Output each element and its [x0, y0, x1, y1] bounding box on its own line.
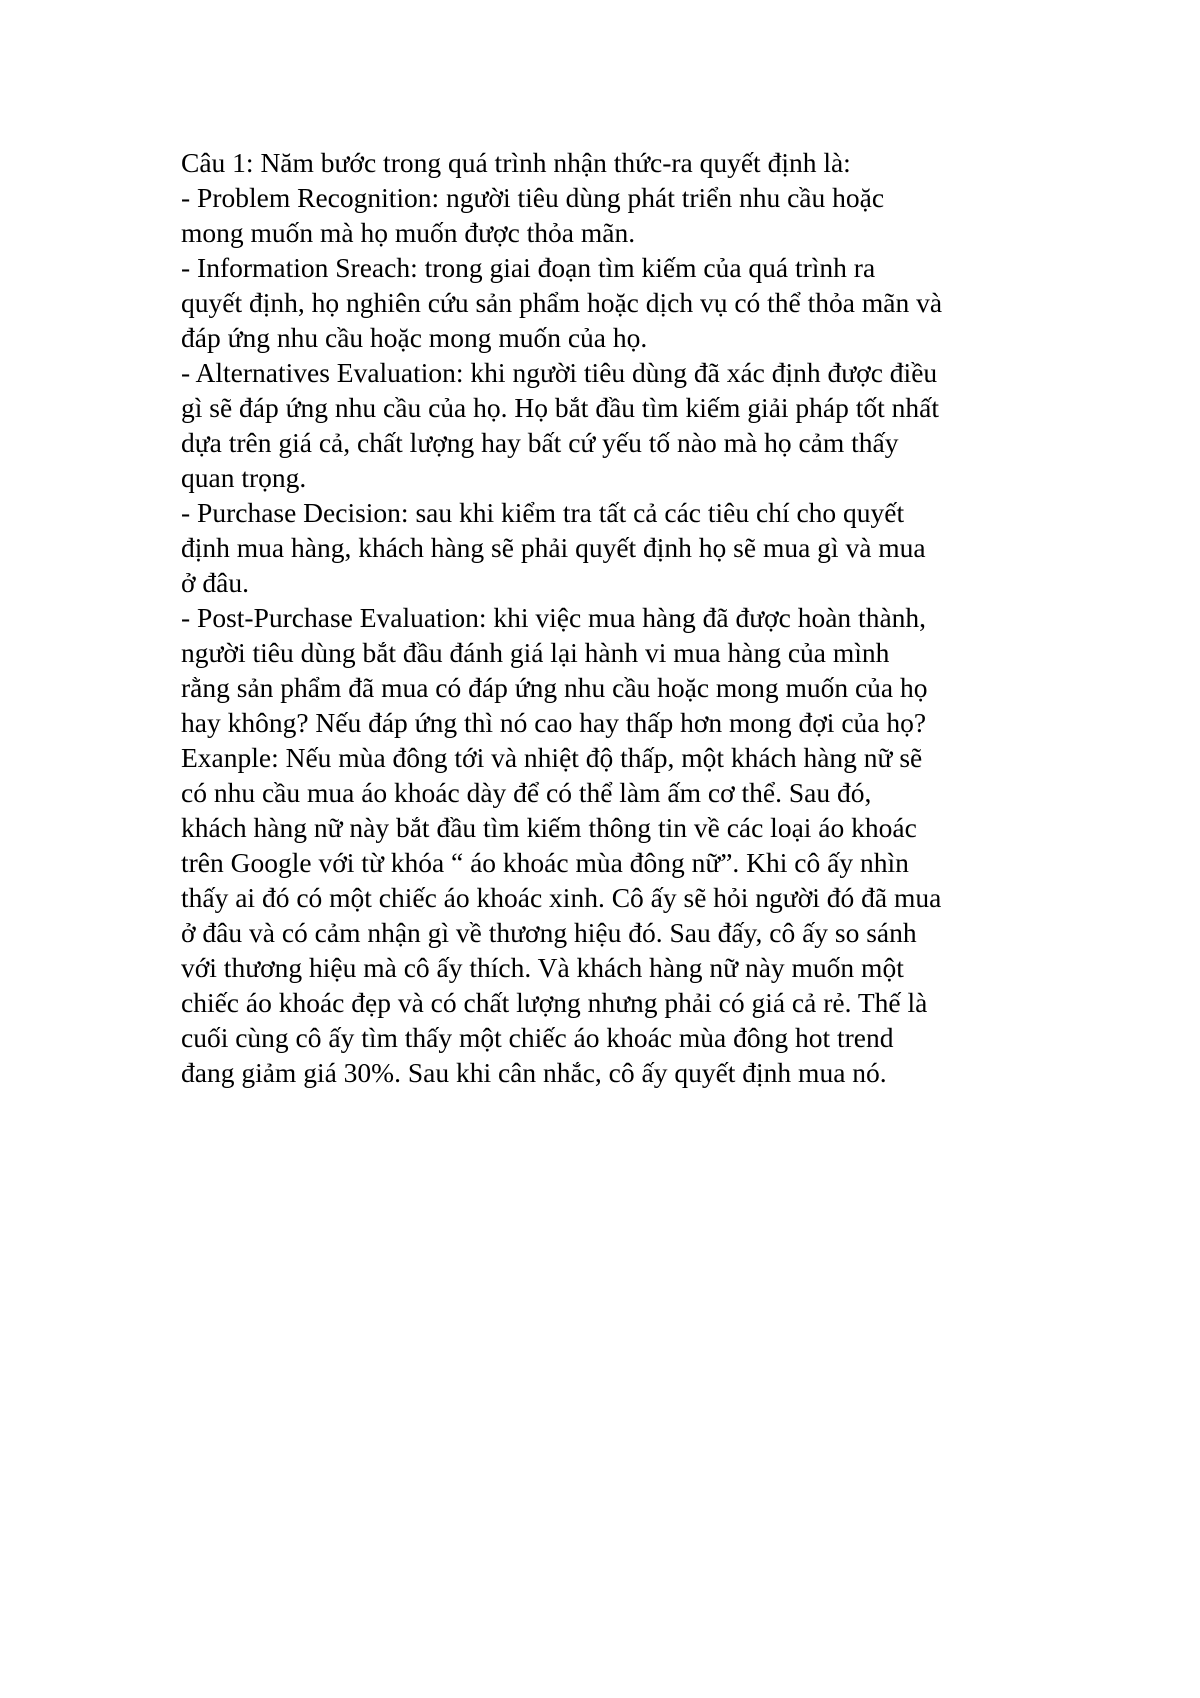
text-line: đáp ứng nhu cầu hoặc mong muốn của họ.: [181, 322, 648, 353]
text-line: thấy ai đó có một chiếc áo khoác xinh. Cô ấy sẽ hỏi người đó đã mua: [181, 882, 942, 913]
text-line: - Problem Recognition: người tiêu dùng phát triển nhu cầu hoặc: [181, 182, 885, 213]
text-line: mong muốn mà họ muốn được thỏa mãn.: [181, 217, 636, 248]
text-line: trên Google với từ khóa “ áo khoác mùa đông nữ”. Khi cô ấy nhìn: [181, 847, 909, 878]
text-line: - Post-Purchase Evaluation: khi việc mua hàng đã được hoàn thành,: [181, 602, 927, 633]
text-line: gì sẽ đáp ứng nhu cầu của họ. Họ bắt đầu tìm kiếm giải pháp tốt nhất: [181, 392, 939, 423]
text-line: Câu 1: Năm bước trong quá trình nhận thức-ra quyết định là:: [181, 147, 851, 178]
text-line: dựa trên giá cả, chất lượng hay bất cứ yếu tố nào mà họ cảm thấy: [181, 427, 899, 458]
text-line: ở đâu.: [181, 567, 249, 598]
document-text: [181, 145, 1041, 1090]
text-line: - Information Sreach: trong giai đoạn tìm kiếm của quá trình ra: [181, 252, 876, 283]
text-line: rằng sản phẩm đã mua có đáp ứng nhu cầu hoặc mong muốn của họ: [181, 672, 928, 703]
text-line: quan trọng.: [181, 462, 307, 493]
text-line: - Purchase Decision: sau khi kiểm tra tất cả các tiêu chí cho quyết: [181, 497, 905, 528]
text-line: chiếc áo khoác đẹp và có chất lượng nhưng phải có giá cả rẻ. Thế là: [181, 987, 928, 1018]
text-line: có nhu cầu mua áo khoác dày để có thể làm ấm cơ thể. Sau đó,: [181, 777, 872, 808]
text-line: người tiêu dùng bắt đầu đánh giá lại hành vi mua hàng của mình: [181, 637, 890, 668]
text-line: hay không? Nếu đáp ứng thì nó cao hay thấp hơn mong đợi của họ?: [181, 707, 927, 738]
text-line: ở đâu và có cảm nhận gì về thương hiệu đó. Sau đấy, cô ấy so sánh: [181, 917, 917, 948]
text-line: đang giảm giá 30%. Sau khi cân nhắc, cô ấy quyết định mua nó.: [181, 1057, 887, 1088]
text-line: quyết định, họ nghiên cứu sản phẩm hoặc dịch vụ có thể thỏa mãn và: [181, 287, 943, 318]
text-line: định mua hàng, khách hàng sẽ phải quyết định họ sẽ mua gì và mua: [181, 532, 926, 563]
text-line: Exanple: Nếu mùa đông tới và nhiệt độ thấp, một khách hàng nữ sẽ: [181, 742, 923, 773]
text-line: với thương hiệu mà cô ấy thích. Và khách hàng nữ này muốn một: [181, 952, 904, 983]
text-line: cuối cùng cô ấy tìm thấy một chiếc áo khoác mùa đông hot trend: [181, 1022, 894, 1053]
text-line: khách hàng nữ này bắt đầu tìm kiếm thông tin về các loại áo khoác: [181, 812, 917, 843]
text-line: - Alternatives Evaluation: khi người tiêu dùng đã xác định được điều: [181, 357, 938, 388]
